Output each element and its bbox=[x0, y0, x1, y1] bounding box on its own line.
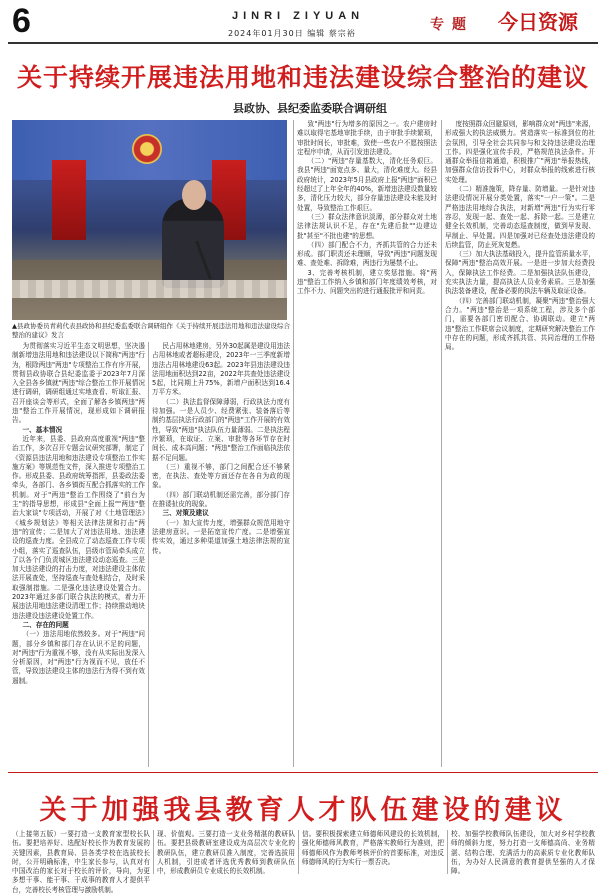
paragraph: 度按照群众回避原则，影响群众对"两违"来源，形成强大的执法威慑力。营造落实一标准到位的社会氛围，引导全社会共同参与和支持违法建设治理工作。四是强化宣传手段，严格规范执法条件。开通群众举报信箱通道，积极推广"两违"举报热线，加强群众信访投诉中心，对群众举报的线索进行核实处理。 bbox=[445, 120, 595, 184]
article2-column-4 bbox=[451, 830, 595, 874]
paragraph: 3、完善考核机制，建立奖惩措施。将"两违"整治工作纳入乡镇和部门年度绩效考核，对工作不力、问题突出的进行通报批评和问责。 bbox=[297, 268, 437, 296]
paragraph: （四）部门配合不力，齐抓共管的合力还未形成。部门职责还未理顺，导致"两违"问题发现难、查处难、拆除难，两违行为屡禁不止。 bbox=[297, 240, 437, 268]
paragraph: （一）加大宣传力度，增强群众规范用地守法建房意识。一是拓宽宣传广度。二是增强宣传实效，通过多种渠道加强土地法律法规的宣传。 bbox=[152, 518, 290, 555]
meeting-photo bbox=[12, 120, 287, 320]
section-heading: 三、对策及建议 bbox=[162, 509, 209, 518]
emblem-icon bbox=[132, 134, 162, 164]
article2-headline: 关于加强我县教育人才队伍建设的建议 bbox=[39, 795, 567, 826]
paragraph: （四）完善部门联动机制，凝聚"两违"整治强大合力。"两违"整治是一项系统工程，涉及多个部门，需要各部门密切配合、协调联动。建立"两违"整治工作联席会议制度，定期研究解决整治工作中存在的问题，形成齐抓共管、共同治理的工作格局。 bbox=[445, 296, 595, 352]
paragraph: 民占用林地建房，另外30起属是建设用违法占用林地或者超标建设，2023年一三季度新增违法占用林地建设63起。2023年县违法建设违法用地面积达到22亩，2022年共查处违法建设5起，比同期上升75%，新增户面积达到16.4万平方米。 bbox=[152, 342, 290, 397]
article2-column-2 bbox=[157, 830, 295, 874]
article2-column-3 bbox=[302, 830, 444, 874]
article1-column-4 bbox=[445, 120, 595, 767]
paragraph: （三）群众法律意识淡薄，部分群众对土地法律法规认识不足，存在"先建后批""边建边批"甚至"不批也建"的思想。 bbox=[297, 212, 437, 240]
paper-pinyin: JINRI ZIYUAN bbox=[232, 10, 365, 22]
paragraph: （三）加大执法基础投入，提升监管质量水平，保障"两违"整治高效开展。一是进一步加大经费投入，保障执法工作经费。二是加强执法队伍建设，充实执法力量，提高执法人员业务素质。三是加强执法装备建设，配备必要的执法车辆及取证设备。 bbox=[445, 250, 595, 296]
paragraph: （三）重视不够，部门之间配合还不够紧密，在执法、查处等方面还存在各自为政的现象。 bbox=[152, 462, 290, 490]
article2-column-1 bbox=[12, 830, 150, 894]
paragraph: （四）部门联动机制还需完善，部分部门存在推诿扯皮的现象。 bbox=[152, 490, 290, 509]
section-heading: 二、存在的问题 bbox=[22, 620, 69, 629]
paragraph: 致"两违"行为增多的原因之一。农户建房时难以取得宅基地审批手续，由于审批手续繁琐，审批时间长，审批难，致使一些农户不愿按照法定程序申请，从而引发违法建设。 bbox=[297, 120, 437, 156]
paper-logo: 今日资源 bbox=[498, 10, 578, 34]
paragraph: （二）精准施策，降存量、防增量。一是针对违法建设情况开展分类处置，落实"一户一策"。二是严格违法用地综合执法，对新增"两违"行为实行零容忍，发现一起、查处一起、拆除一起。三是建立健全长效机制，完善动态巡查制度，做到早发现、早制止、早处置。四是加强对已经查处违法建设的后续监管，防止死灰复燃。 bbox=[445, 185, 595, 249]
section-heading: 一、基本情况 bbox=[22, 425, 63, 434]
section-label: 专题 bbox=[430, 17, 474, 33]
article1-column-2 bbox=[152, 342, 290, 767]
article1-headline: 关于持续开展违法用地和违法建设综合整治的建议 bbox=[16, 63, 589, 92]
paragraph: （一）违法用地依然较多。对于"两违"问题，部分乡镇和部门存在认识不足的问题，对"两违"行为重视不够，没有从实际出发深入分析原因，对"两违"行为视而不见，放任不管，导致违法建设主体的违法行为得不到有效遏制。 bbox=[12, 630, 145, 685]
article1-byline: 县政协、县纪委监委联合调研组 bbox=[233, 102, 387, 115]
paragraph: 近年来，县委、县政府高度重视"两违"整治工作，多次召开专题会议研究部署，制定了《资源县违法用地和违法建设专项整治工作实施方案》等规范性文件，深入推进专项整治工作。形成县委、县政府统筹指挥，县委政法委牵头，各部门、各乡镇街互配合抓落实的工作机制。对于"两违"整治工作围绕了"前台为主"的指导思想，形成县"全面上报""两违"整治大家谈"专项活动，开展了对《土地管理法》《城乡规划法》等相关法律法规和打击"两违"的宣传；二是加大了对违法用地、违法建设的巡查力度。全县成立了动态巡查工作专项小组，落实了巡查队伍，县级市管局牵头成立了以各个门负责城区违法建设动态巡查。三是加大违法建设的打击力度，对违法建设主体依法开展查处，坚持巡查与查处相结合，及时采取强制措施。二是强化违法建设处置合力。2023年通过多部门联合执法的模式，着力开展违法用地违法建设清理工作；持续推动地块违法建设违法建设处置工作。 bbox=[12, 434, 145, 620]
paragraph: 校、加强学校教师队伍建设，加大对乡村学校教师的倾斜力度，努力打造一支师德高尚、业务精湛、结构合理、充满活力的高素质专业化教师队伍，为办好人民满意的教育提供坚强的人才保障。 bbox=[451, 830, 595, 876]
paragraph: （二）"两违"存量基数大，清化任务艰巨。我县"两违"面宽点多、量大，清化难度大。经县政府统计，2023年5月县政府上报"两违"面积已经超过了上年全年的40%，新增违法建设数量较多，清化压力较大，部分存量违法建设未能及时处置，导致整治工作艰巨。 bbox=[297, 157, 437, 212]
paragraph: 信。要积极探索建立师德师风建设的长效机制，强化师德师风教育，严格落实教师行为准则，把师德师风作为教师考核评价的首要标准，对违反师德师风的行为实行一票否决。 bbox=[302, 830, 444, 866]
article1-column-3 bbox=[297, 120, 437, 767]
paragraph: 为贯彻落实习近平生态文明思想，坚决遏制新增违法用地和违法建设以下简称"两违"行为，根除两违"两违"专项整治工作有序开展，贯彻县政协联合县纪委监委于2023年7月深入全县各乡镇就"两违"综合整治工作开展情况进行调研，调研组通过实地查看、听取汇报、召开座谈会等形式，全面了解各乡镇两违"两违"整治工作开展情况，现形成如下调研报告。 bbox=[12, 342, 145, 425]
paragraph: （二）执法监督保障薄弱，行政执法力度有待加强。一是人员少、经费紧张、装备落后等制约基层执法行政部门的"两违"工作开展的有效性，导致"两违"执法队伍力量薄弱。二是执法程序繁琐，在取证、立案、审批等各环节存在时间长、成本高问题；"两违"整治工作面临执法依据不足问题。 bbox=[152, 397, 290, 462]
article-divider bbox=[8, 772, 598, 773]
date-editor-line: 2024年01月30日 编辑 蔡宗裕 bbox=[228, 29, 356, 38]
masthead-rule bbox=[8, 42, 598, 44]
photo-caption: ▲县政协委员青莉代表县政协和县纪委监委联合调研组作《关于持续开展违法用地和违法建设综合整治的建议》发言 bbox=[12, 322, 290, 339]
paragraph: （上接第五版）一要打造一支教育家型校长队伍。要把培养好、选配好校长作为教育发展的关键因素，县教育局、县各类学校在选拔校长时，公开明确标准，中生家长参与，认真对有中国改治的家长对于校长的评价，导向，为更多想干事、能干事、干成事的教育人才提供平台，完善校长考核管理与激励机制。 bbox=[12, 830, 150, 894]
page-number: 6 bbox=[12, 2, 31, 40]
article1-column-1 bbox=[12, 342, 145, 767]
paragraph: 现、价值观。三要打造一支业务精湛的教研队伍。要把县级教研室建设成为高层次专业化的教研队伍，建立教研员准入制度，完善选拔用人机制，引进或者评选优秀教师到教研队伍中，形成教研员专业成长的长效机制。 bbox=[157, 830, 295, 876]
